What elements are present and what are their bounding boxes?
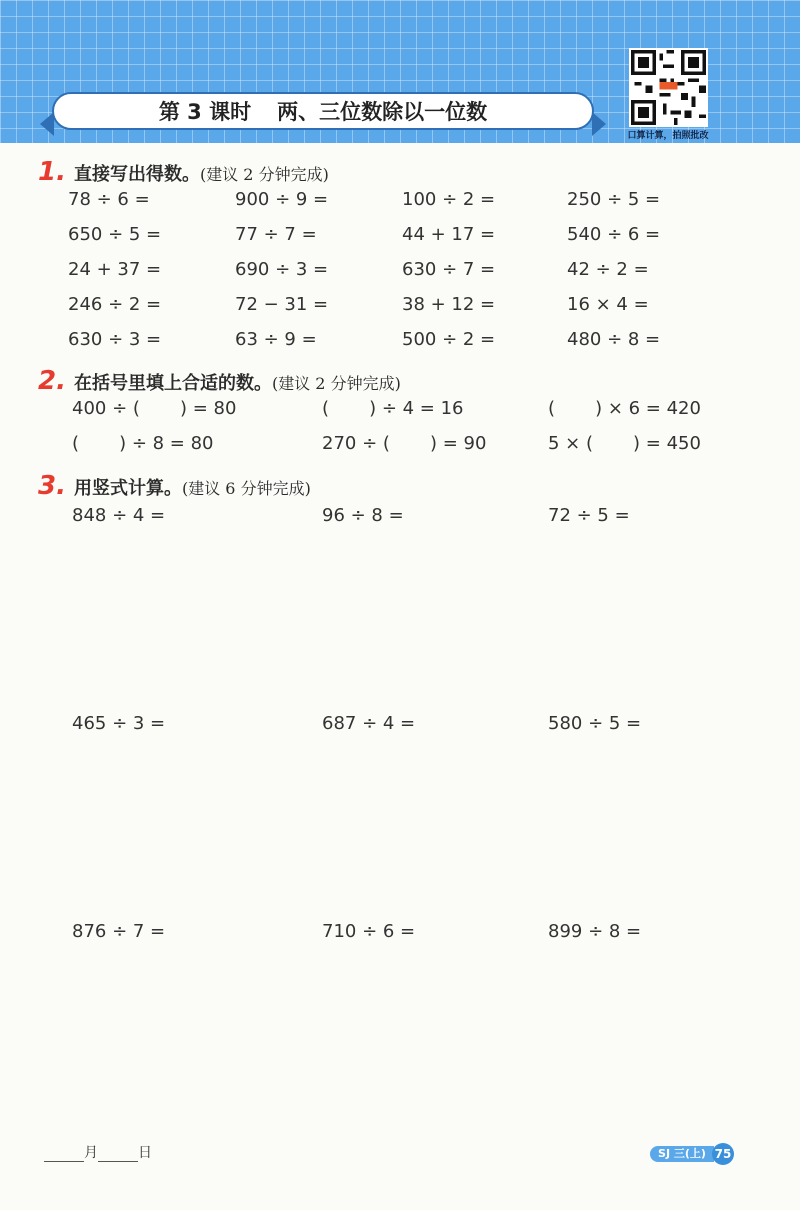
lesson-number: 第 3 课时 xyxy=(158,100,252,124)
problem-item: 540 ÷ 6 = xyxy=(567,224,661,245)
problem-item: 630 ÷ 3 = xyxy=(68,329,162,350)
section-1-number: 1. xyxy=(38,157,66,187)
section-3-number: 3. xyxy=(38,471,66,501)
problem-item: 42 ÷ 2 = xyxy=(567,259,649,280)
ribbon-fold-right xyxy=(592,112,606,136)
section-1-heading xyxy=(38,157,329,187)
section-1-note: (建议 2 分钟完成) xyxy=(199,165,329,184)
lesson-title: 两、三位数除以一位数 xyxy=(277,100,488,124)
problem-item: 44 + 17 = xyxy=(402,224,496,245)
problem-item: 16 × 4 = xyxy=(567,294,649,315)
problem-item: 710 ÷ 6 = xyxy=(322,921,416,942)
problem-item: 100 ÷ 2 = xyxy=(402,189,496,210)
qr-caption: 口算计算，拍照批改 xyxy=(627,131,709,141)
problem-item: 465 ÷ 3 = xyxy=(72,713,166,734)
problem-item: 899 ÷ 8 = xyxy=(548,921,642,942)
problem-item: 63 ÷ 9 = xyxy=(235,329,317,350)
problem-item: ( ) ÷ 8 = 80 xyxy=(72,433,214,454)
problem-item: 500 ÷ 2 = xyxy=(402,329,496,350)
problem-item: 480 ÷ 8 = xyxy=(567,329,661,350)
month-blank[interactable] xyxy=(44,1147,84,1162)
problem-item: 5 × ( ) = 450 xyxy=(548,433,701,454)
problem-item: 876 ÷ 7 = xyxy=(72,921,166,942)
problem-item: 630 ÷ 7 = xyxy=(402,259,496,280)
problem-item: 72 − 31 = xyxy=(235,294,329,315)
problem-item: 78 ÷ 6 = xyxy=(68,189,150,210)
problem-item: 96 ÷ 8 = xyxy=(322,505,404,526)
problem-item: 77 ÷ 7 = xyxy=(235,224,317,245)
problem-item: 72 ÷ 5 = xyxy=(548,505,630,526)
section-2-label: 在括号里填上合适的数。 xyxy=(73,373,272,394)
problem-item: ( ) ÷ 4 = 16 xyxy=(322,398,464,419)
section-3-heading xyxy=(38,471,311,501)
book-badge: SJ 三(上) xyxy=(650,1146,714,1162)
section-2-heading xyxy=(38,366,401,396)
problem-item: ( ) × 6 = 420 xyxy=(548,398,701,419)
section-3-note: (建议 6 分钟完成) xyxy=(181,479,311,498)
section-1-label: 直接写出得数。 xyxy=(73,164,200,185)
date-line xyxy=(44,1142,152,1162)
problem-item: 580 ÷ 5 = xyxy=(548,713,642,734)
lesson-title-bar xyxy=(52,92,594,130)
month-label: 月 xyxy=(84,1145,98,1161)
problem-item: 38 + 12 = xyxy=(402,294,496,315)
qr-code-icon[interactable] xyxy=(629,48,708,127)
day-blank[interactable] xyxy=(98,1147,138,1162)
problem-item: 690 ÷ 3 = xyxy=(235,259,329,280)
problem-item: 650 ÷ 5 = xyxy=(68,224,162,245)
problem-item: 24 + 37 = xyxy=(68,259,162,280)
problem-item: 848 ÷ 4 = xyxy=(72,505,166,526)
page-number: 75 xyxy=(712,1143,734,1165)
problem-item: 687 ÷ 4 = xyxy=(322,713,416,734)
section-2-note: (建议 2 分钟完成) xyxy=(271,374,401,393)
day-label: 日 xyxy=(138,1145,152,1161)
section-3-label: 用竖式计算。 xyxy=(73,478,182,499)
problem-item: 900 ÷ 9 = xyxy=(235,189,329,210)
problem-item: 250 ÷ 5 = xyxy=(567,189,661,210)
problem-item: 246 ÷ 2 = xyxy=(68,294,162,315)
section-2-number: 2. xyxy=(38,366,66,396)
problem-item: 400 ÷ ( ) = 80 xyxy=(72,398,237,419)
problem-item: 270 ÷ ( ) = 90 xyxy=(322,433,487,454)
